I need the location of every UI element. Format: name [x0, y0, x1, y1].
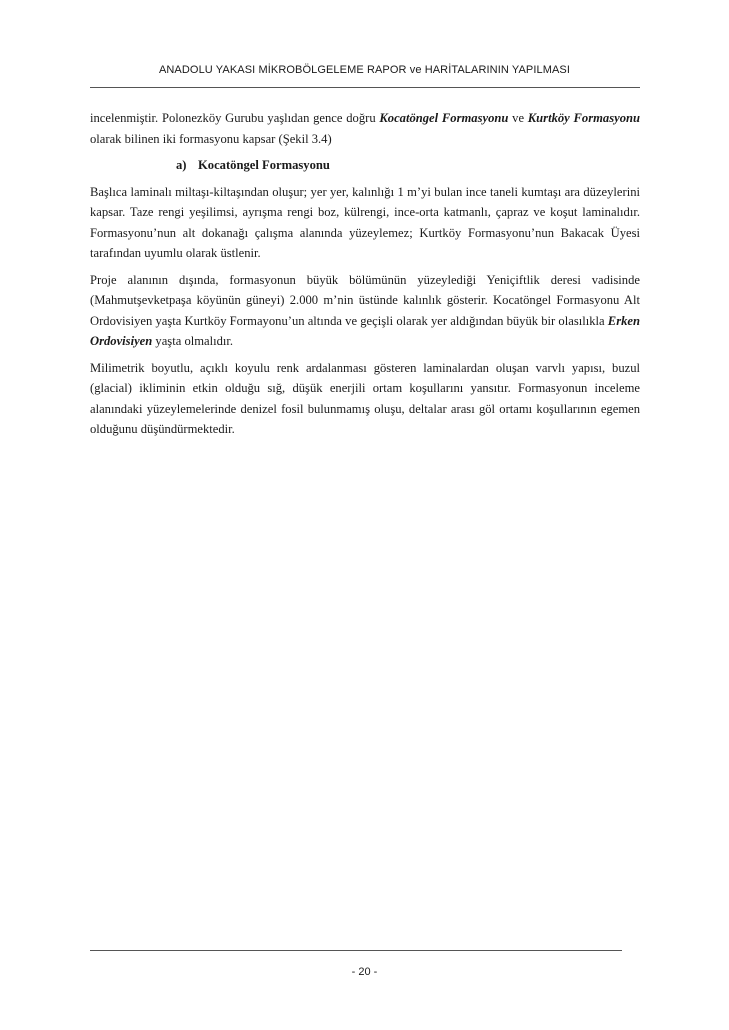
paragraph-intro-text-2: ve: [508, 111, 528, 125]
term-erken-ordovisiyen: Erken Ordovisiyen: [90, 313, 640, 348]
page-header: ANADOLU YAKASI MİKROBÖLGELEME RAPOR ve HARİTALARININ YAPILMASI: [158, 64, 571, 76]
paragraph-lithology: Başlıca laminalı miltaşı-kiltaşından oluşur; yer yer, kalınlığı 1 m’yi bulan ince taneli kumtaşı ara düzeylerini kapsar. Taze rengi yeşilimsi, ayrışma rengi boz, külrengi, ince-orta katmanlı, çapraz ve koşut laminalıdır. Formasyonu’nun alt dokanağı çalışma alanında yüzeylemez; Kurtköy Formasyonu’nun Bakacak Üyesi tarafından uyumlu olarak üstlenir.: [90, 184, 640, 260]
section-heading-marker: a): [176, 158, 187, 172]
section-heading-text: Kocatöngel Formasyonu: [198, 158, 330, 172]
document-body: [90, 108, 640, 446]
term-kurtkoy-formasyonu: Kurtköy Formasyonu: [527, 111, 641, 125]
paragraph-age: [90, 270, 640, 352]
page-number: - 20 -: [351, 966, 378, 978]
section-heading: [176, 155, 640, 176]
paragraph-intro-text-1: incelenmiştir. Polonezköy Gurubu yaşlıdan gence doğru: [90, 111, 380, 125]
footer-divider: [90, 950, 622, 951]
paragraph-intro: [90, 108, 640, 149]
paragraph-intro-text-3: olarak bilinen iki formasyonu kapsar (Şekil 3.4): [90, 131, 332, 146]
header-divider: [90, 87, 640, 88]
term-kocatongel-formasyonu: Kocatöngel Formasyonu: [379, 111, 509, 125]
paragraph-age-text-2: yaşta olmalıdır.: [152, 334, 234, 348]
paragraph-age-text-1: Proje alanının dışında, formasyonun büyük bölümünün yüzeylediği Yeniçiftlik deresi vadisinde (Mahmutşevketpaşa köyünün güneyi) 2.000 m’nin üstünde kalınlık gösterir. Kocatöngel Formasyonu Alt Ordovisiyen yaşta Kurtköy Formayonu’un altında ve geçişli olarak yer aldığından büyük bir olasılıkla: [90, 272, 640, 328]
paragraph-environment: Milimetrik boyutlu, açıklı koyulu renk ardalanması gösteren laminalardan oluşan varvlı yapısı, buzul (glacial) ikliminin etkin olduğu sığ, düşük enerjili ortam koşullarını yansıtır. Formasyonun inceleme alanındaki yüzeylemelerinde denizel fosil bulunmamış oluşu, deltalar arası göl ortamı koşullarının egemen olduğunu düşündürmektedir.: [90, 360, 640, 436]
